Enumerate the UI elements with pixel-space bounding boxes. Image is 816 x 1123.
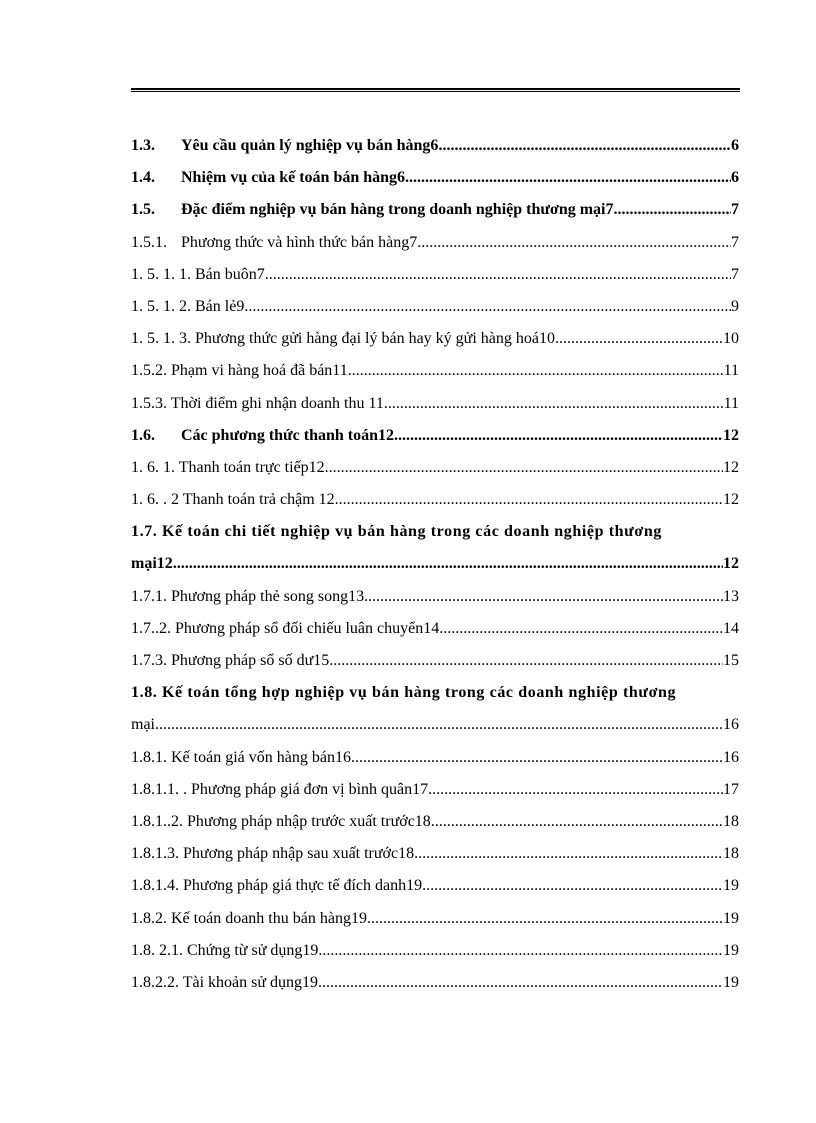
toc-entry-page: 19	[723, 877, 739, 895]
dot-leader	[431, 806, 723, 838]
toc-entry-page: 19	[723, 941, 739, 959]
toc-entry-page: 16	[723, 716, 739, 734]
toc-entry-title: Phương thức và hình thức bán hàng7	[181, 233, 418, 251]
toc-entry-page: 12	[723, 458, 739, 476]
toc-entry-page: 7	[731, 233, 739, 251]
toc-entry-page: 12	[723, 555, 739, 573]
toc-entry-title: 1. 5. 1. 3. Phương thức gửi hàng đại lý bán hay ký gửi hàng hoá10	[131, 330, 555, 348]
dot-leader	[244, 291, 731, 323]
toc-entry-title: Nhiệm vụ của kế toán bán hàng6	[181, 169, 406, 187]
toc-entry-page: 11	[723, 362, 739, 380]
toc-entry[interactable]	[131, 548, 739, 580]
dot-leader	[367, 903, 723, 935]
toc-entry[interactable]	[131, 838, 739, 870]
dot-leader	[155, 709, 723, 741]
toc-entry-title: Các phương thức thanh toán12	[181, 426, 394, 444]
dot-leader	[351, 742, 723, 774]
toc-entry-title: mại12	[131, 555, 173, 573]
toc-entry-title: mại	[131, 716, 155, 734]
toc-entry-title: 1. 6. 1. Thanh toán trực tiếp12	[131, 458, 325, 476]
toc-entry-page: 9	[731, 297, 739, 315]
toc-entry-page: 7	[731, 201, 739, 219]
toc-entry-page: 16	[723, 748, 739, 766]
toc-entry[interactable]	[131, 806, 739, 838]
toc-entry-title: 1.8. Kế toán tổng hợp nghiệp vụ bán hàng trong các doanh nghiệp thương	[131, 684, 677, 702]
toc-entry[interactable]	[131, 291, 739, 323]
dot-leader	[364, 581, 723, 613]
toc-entry[interactable]	[131, 323, 739, 355]
toc-entry-page: 18	[723, 812, 739, 830]
toc-entry-title: 1.8.2.2. Tài khoản sử dụng19	[131, 973, 319, 991]
dot-leader	[414, 838, 723, 870]
dot-leader	[614, 194, 732, 226]
toc-entry-number: 1.5.	[131, 201, 155, 219]
toc-entry-page: 10	[723, 330, 739, 348]
toc-entry[interactable]	[131, 355, 739, 387]
toc-entry-title: 1.8.2. Kế toán doanh thu bán hàng19	[131, 909, 367, 927]
toc-entry-title: 1.8.1.4. Phương pháp giá thực tế đích danh19	[131, 877, 423, 895]
toc-entry-number: 1.4.	[131, 169, 155, 187]
toc-entry-title: Đặc điểm nghiệp vụ bán hàng trong doanh nghiệp thương mại7	[181, 201, 614, 219]
toc-entry-page: 11	[723, 394, 739, 412]
toc-entry[interactable]	[131, 709, 739, 741]
toc-entry-page: 17	[723, 780, 739, 798]
toc-entry-title: 1.5.3. Thời điểm ghi nhận doanh thu 11	[131, 394, 384, 412]
toc-entry-title: 1.7. Kế toán chi tiết nghiệp vụ bán hàng trong các doanh nghiệp thương	[131, 523, 662, 541]
toc-entry[interactable]	[131, 484, 739, 516]
toc-entry[interactable]	[131, 130, 739, 162]
toc-entry[interactable]	[131, 388, 739, 420]
dot-leader	[329, 645, 723, 677]
dot-leader	[265, 259, 731, 291]
header-rule	[131, 88, 740, 92]
dot-leader	[428, 774, 723, 806]
toc-entry[interactable]	[131, 677, 739, 709]
toc-entry[interactable]	[131, 935, 739, 967]
toc-entry-page: 19	[723, 973, 739, 991]
dot-leader	[173, 548, 723, 580]
toc-entry-title: 1. 6. . 2 Thanh toán trả chậm 12	[131, 491, 335, 509]
dot-leader	[325, 452, 723, 484]
dot-leader	[422, 870, 723, 902]
toc-entry-title: Yêu cầu quản lý nghiệp vụ bán hàng6	[181, 137, 439, 154]
dot-leader	[348, 355, 724, 387]
toc-entry[interactable]	[131, 516, 739, 548]
toc-entry-title: 1.8.1.1. . Phương pháp giá đơn vị bình quân17	[131, 780, 429, 798]
toc-entry[interactable]	[131, 903, 739, 935]
dot-leader	[318, 967, 723, 999]
toc-entry-title: 1.8.1..2. Phương pháp nhập trước xuất trước18	[131, 812, 431, 830]
toc-entry-page: 12	[723, 426, 739, 444]
toc-entry-title: 1.8.1. Kế toán giá vốn hàng bán16	[131, 748, 351, 766]
toc-entry[interactable]	[131, 967, 739, 999]
dot-leader	[394, 420, 723, 452]
toc-entry[interactable]	[131, 452, 739, 484]
toc-entry[interactable]	[131, 742, 739, 774]
toc-entry[interactable]	[131, 162, 739, 194]
toc-entry[interactable]	[131, 194, 739, 226]
toc-entry-title: 1. 5. 1. 1. Bán buôn7	[131, 265, 265, 283]
toc-entry-page: 15	[723, 652, 739, 669]
toc-entry-title: 1. 5. 1. 2. Bán lẻ9	[131, 297, 245, 315]
toc-entry-page: 7	[731, 265, 739, 283]
toc-entry-page: 12	[723, 491, 739, 509]
table-of-contents	[131, 130, 739, 999]
toc-entry-page: 13	[723, 587, 739, 605]
toc-entry-page: 18	[723, 845, 739, 863]
toc-entry-title: 1.8.1.3. Phương pháp nhập sau xuất trước18	[131, 845, 415, 863]
toc-entry-number: 1.5.1.	[131, 233, 167, 251]
dot-leader	[318, 935, 723, 967]
toc-entry[interactable]	[131, 259, 739, 291]
toc-entry-title: 1.5.2. Phạm vi hàng hoá đã bán11	[131, 362, 348, 380]
toc-entry-title: 1.7.3. Phương pháp sổ số dư15	[131, 652, 330, 669]
toc-entry[interactable]	[131, 227, 739, 259]
dot-leader	[417, 227, 731, 259]
toc-entry[interactable]	[131, 645, 739, 677]
toc-entry-title: 1.7..2. Phương pháp sổ đối chiếu luân chuyển14	[131, 619, 440, 637]
dot-leader	[555, 323, 723, 355]
toc-entry-title: 1.7.1. Phương pháp thẻ song song13	[131, 587, 365, 605]
toc-entry-page: 14	[723, 619, 739, 637]
toc-entry[interactable]	[131, 581, 739, 613]
toc-entry[interactable]	[131, 774, 739, 806]
toc-entry-number: 1.3.	[131, 137, 155, 154]
toc-entry-page: 6	[731, 169, 739, 187]
dot-leader	[335, 484, 723, 516]
dot-leader	[405, 162, 731, 194]
toc-entry-page: 6	[731, 137, 739, 154]
toc-entry-title: 1.8. 2.1. Chứng từ sử dụng19	[131, 941, 319, 959]
toc-entry-page: 19	[723, 909, 739, 927]
toc-entry-number: 1.6.	[131, 426, 155, 444]
toc-entry[interactable]	[131, 420, 739, 452]
dot-leader	[384, 388, 724, 420]
dot-leader	[439, 613, 723, 645]
toc-entry[interactable]	[131, 870, 739, 902]
toc-entry[interactable]	[131, 613, 739, 645]
dot-leader	[438, 130, 731, 162]
